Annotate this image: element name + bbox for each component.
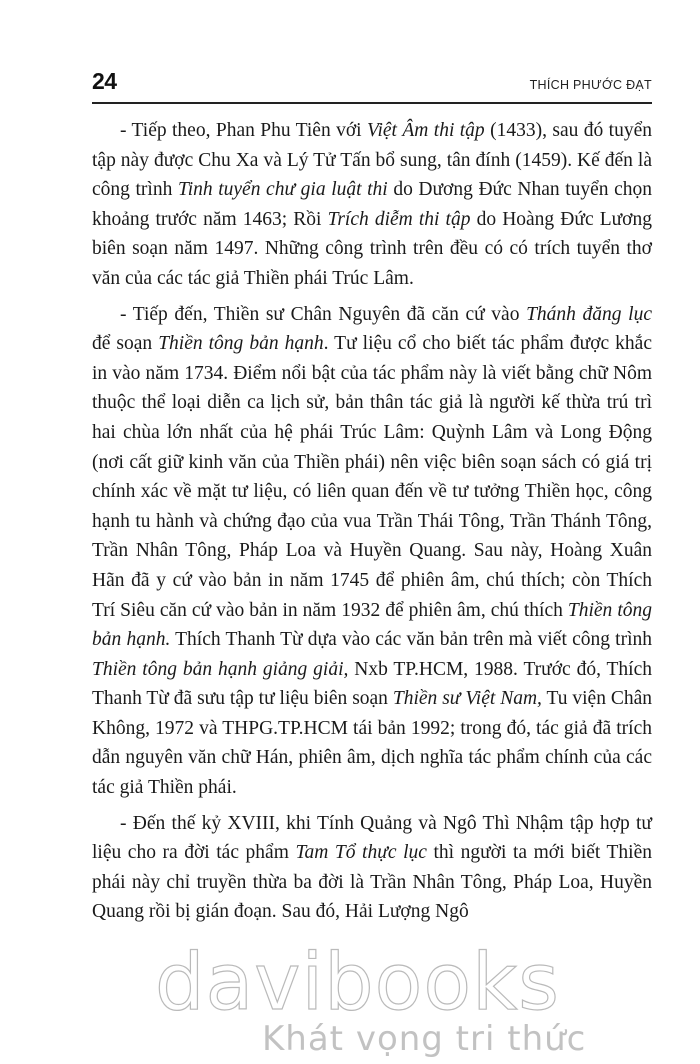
- text-segment: - Đến thế kỷ XVIII, khi Tính Quảng và Ngô Thì Nhậm tập hợp tư liệu cho ra đời tác phẩm: [92, 812, 652, 864]
- book-title: Thiền tông bản hạnh: [158, 333, 324, 355]
- publisher-watermark: [0, 938, 700, 1064]
- book-title: Tam Tổ thực lục: [295, 842, 427, 864]
- book-title: Thiền tông bản hạnh.: [92, 599, 652, 651]
- text-segment: Tu viện Chân Không, 1972 và THPG.TP.HCM tái bản 1992; trong đó, tác giả đã trích dẫn nguyên văn chữ Hán, phiên âm, dịch nghĩa tác phẩm chính của các tác giả Thiền phái.: [92, 688, 653, 799]
- book-title: Thiền sư Việt Nam,: [392, 688, 542, 710]
- book-title: Việt Âm thi tập: [367, 120, 485, 141]
- book-title: Trích diễm thi tập: [327, 208, 471, 230]
- page-number: 24: [92, 68, 117, 94]
- book-title: Tinh tuyển chư gia luật thi: [177, 179, 388, 201]
- paragraph-1: [92, 116, 652, 294]
- text-segment: (1433), sau đó tuyển tập này được Chu Xa và Lý Tử Tấn bổ sung, tân đính (1459). Kế đến là công trình: [92, 120, 652, 201]
- text-segment: - Tiếp đến, Thiền sư Chân Nguyên đã căn cứ vào: [120, 303, 527, 325]
- paragraph-3: [92, 809, 652, 927]
- text-segment: thì người ta mới biết Thiền phái này chỉ truyền thừa ba đời là Trần Nhân Tông, Pháp Loa, Huyền Quang rồi bị gián đoạn. Sau đó, Hải Lượng Ngô: [92, 842, 653, 923]
- book-title: Thiền tông bản hạnh giảng giải,: [92, 658, 349, 680]
- text-segment: do Hoàng Đức Lương biên soạn năm 1497. Những công trình trên đều có có trích tuyển thơ văn của các tác giả Thiền phái Trúc Lâm.: [92, 208, 652, 289]
- text-segment: Thích Thanh Từ dựa vào các văn bản trên mà viết công trình: [170, 629, 652, 651]
- body-text: [92, 116, 652, 933]
- watermark-brand: davibooks: [155, 938, 560, 1028]
- page-header: [92, 66, 652, 104]
- text-segment: - Tiếp theo, Phan Phu Tiên với: [120, 120, 368, 141]
- text-segment: do Dương Đức Nhan tuyển chọn khoảng trước năm 1463; Rồi: [92, 179, 653, 230]
- book-title: Thánh đăng lục: [526, 303, 652, 325]
- text-segment: để soạn: [92, 333, 159, 355]
- text-segment: . Tư liệu cổ cho biết tác phẩm được khắc in vào năm 1734. Điểm nổi bật của tác phẩm này là viết bằng chữ Nôm thuộc thể loại diễn ca lịch sử, bản thân tác giả là người kế thừa trú trì hai chùa lớn nhất của hệ phái Trúc Lâm: Quỳnh Lâm và Long Động (nơi cất giữ kinh văn của Thiền phái) nên việc biên soạn sách có giá trị chính xác về mặt tư liệu, có liên quan đến về tư tưởng Thiền học, công hạnh tu hành và chứng đạo của vua Trần Thái Tông, Trần Thánh Tông, Trần Nhân Tông, Pháp Loa và Huyền Quang. Sau này, Hoàng Xuân Hãn đã y cứ vào bản in năm 1745 để phiên âm, chú thích; còn Thích Trí Siêu căn cứ vào bản in năm 1932 để phiên âm, chú thích: [92, 333, 652, 621]
- paragraph-2: [92, 300, 652, 803]
- text-segment: Nxb TP.HCM, 1988. Trước đó, Thích Thanh Từ đã sưu tập tư liệu biên soạn: [92, 658, 652, 710]
- watermark-slogan: Khát vọng tri thức: [262, 1019, 587, 1059]
- running-title: THÍCH PHƯỚC ĐẠT: [529, 78, 652, 92]
